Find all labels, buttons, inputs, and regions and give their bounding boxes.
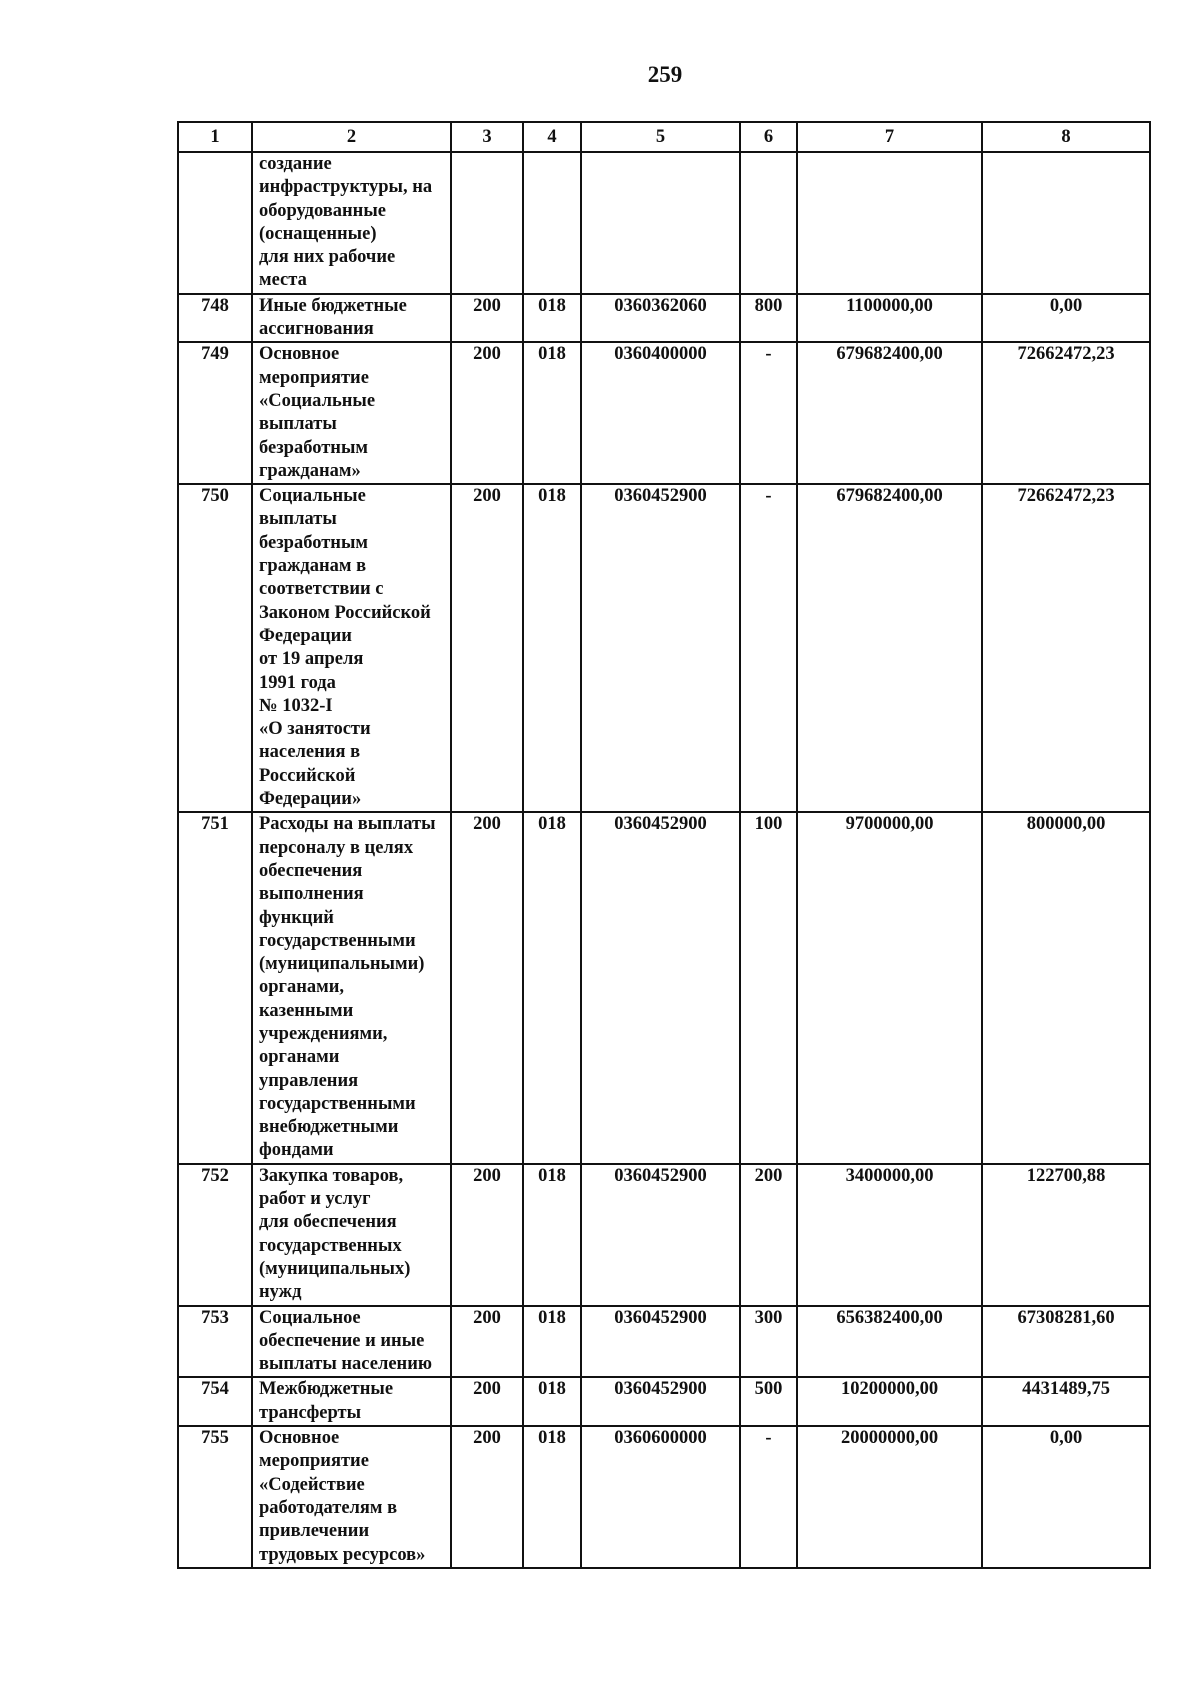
planned-amount-cell: 9700000,00	[797, 812, 982, 1163]
target-article-cell	[581, 152, 740, 294]
executed-amount-cell: 0,00	[982, 294, 1150, 343]
item-name-cell	[252, 484, 451, 812]
expense-type-cell: 300	[740, 1306, 797, 1378]
target-article-cell: 0360452900	[581, 1306, 740, 1378]
column-header: 5	[581, 122, 740, 152]
column-header: 3	[451, 122, 523, 152]
item-name-cell	[252, 1164, 451, 1306]
executed-amount-cell: 800000,00	[982, 812, 1150, 1163]
target-article-cell: 0360452900	[581, 484, 740, 812]
section-code-cell: 018	[523, 812, 581, 1163]
item-name-line: выплаты	[259, 509, 337, 530]
table-row	[178, 152, 1150, 294]
item-name-line: ассигнования	[259, 319, 374, 340]
item-name-line: функций	[259, 907, 334, 928]
expense-type-cell: 500	[740, 1377, 797, 1426]
item-name-line: органами,	[259, 977, 344, 998]
item-name-line: внебюджетными	[259, 1117, 399, 1138]
target-article-cell: 0360452900	[581, 812, 740, 1163]
row-number-cell: 750	[178, 484, 252, 812]
row-number-cell: 753	[178, 1306, 252, 1378]
table-row	[178, 294, 1150, 343]
row-number-cell	[178, 152, 252, 294]
item-name-cell	[252, 1306, 451, 1378]
expense-type-cell	[740, 152, 797, 294]
item-name-line: от 19 апреля	[259, 649, 364, 670]
executed-amount-cell: 122700,88	[982, 1164, 1150, 1306]
planned-amount-cell: 10200000,00	[797, 1377, 982, 1426]
expense-type-cell: 800	[740, 294, 797, 343]
item-name-line: выполнения	[259, 884, 364, 905]
planned-amount-cell: 656382400,00	[797, 1306, 982, 1378]
item-name-line: гражданам в	[259, 556, 367, 577]
ministry-code-cell: 200	[451, 294, 523, 343]
item-name-cell	[252, 812, 451, 1163]
ministry-code-cell: 200	[451, 342, 523, 484]
section-code-cell: 018	[523, 342, 581, 484]
executed-amount-cell: 4431489,75	[982, 1377, 1150, 1426]
item-name-line: персоналу в целях	[259, 837, 414, 858]
item-name-line: Межбюджетные	[259, 1379, 394, 1400]
section-code-cell: 018	[523, 1164, 581, 1306]
column-header: 4	[523, 122, 581, 152]
item-name-line: места	[259, 270, 307, 291]
ministry-code-cell: 200	[451, 1306, 523, 1378]
item-name-line: работ и услуг	[259, 1189, 371, 1210]
ministry-code-cell: 200	[451, 484, 523, 812]
item-name-line: Федерации	[259, 625, 352, 646]
target-article-cell: 0360452900	[581, 1164, 740, 1306]
item-name-cell	[252, 1377, 451, 1426]
item-name-line: Расходы на выплаты	[259, 814, 436, 835]
item-name-cell	[252, 294, 451, 343]
expense-type-cell: -	[740, 342, 797, 484]
item-name-line: государственными	[259, 1093, 416, 1114]
ministry-code-cell: 200	[451, 1426, 523, 1568]
executed-amount-cell: 72662472,23	[982, 484, 1150, 812]
item-name-line: Основное	[259, 344, 340, 365]
item-name-line: Основное	[259, 1428, 340, 1449]
section-code-cell: 018	[523, 484, 581, 812]
item-name-line: Законом Российской	[259, 602, 431, 623]
executed-amount-cell: 67308281,60	[982, 1306, 1150, 1378]
item-name-line: 1991 года	[259, 672, 336, 693]
item-name-line: Социальные	[259, 486, 366, 507]
ministry-code-cell: 200	[451, 1377, 523, 1426]
item-name-line: безработным	[259, 437, 368, 458]
target-article-cell: 0360452900	[581, 1377, 740, 1426]
expense-type-cell: 200	[740, 1164, 797, 1306]
row-number-cell: 748	[178, 294, 252, 343]
item-name-line: соответствии с	[259, 579, 384, 600]
item-name-line: трудовых ресурсов»	[259, 1544, 426, 1565]
expense-type-cell: -	[740, 1426, 797, 1568]
item-name-line: мероприятие	[259, 367, 369, 388]
row-number-cell: 752	[178, 1164, 252, 1306]
budget-table	[177, 121, 1151, 1569]
item-name-line: Федерации»	[259, 789, 362, 810]
table-row	[178, 1164, 1150, 1306]
item-name-line: «О занятости	[259, 719, 371, 740]
item-name-line: инфраструктуры, на	[259, 177, 433, 198]
column-header: 6	[740, 122, 797, 152]
item-name-line: Российской	[259, 765, 356, 786]
item-name-line: учреждениями,	[259, 1023, 388, 1044]
executed-amount-cell	[982, 152, 1150, 294]
table-row	[178, 484, 1150, 812]
ministry-code-cell: 200	[451, 1164, 523, 1306]
row-number-cell: 754	[178, 1377, 252, 1426]
item-name-line: «Содействие	[259, 1474, 365, 1495]
ministry-code-cell: 200	[451, 812, 523, 1163]
item-name-line: населения в	[259, 742, 361, 763]
item-name-line: Иные бюджетные	[259, 295, 407, 316]
item-name-line: для них рабочие	[259, 247, 396, 268]
item-name-line: обеспечение и иные	[259, 1330, 425, 1351]
item-name-line: гражданам»	[259, 460, 361, 481]
item-name-cell	[252, 1426, 451, 1568]
expense-type-cell: 100	[740, 812, 797, 1163]
executed-amount-cell: 72662472,23	[982, 342, 1150, 484]
item-name-line: государственными	[259, 930, 416, 951]
section-code-cell: 018	[523, 1426, 581, 1568]
item-name-line: создание	[259, 154, 332, 174]
page-number: 259	[647, 62, 683, 87]
planned-amount-cell: 679682400,00	[797, 484, 982, 812]
table-row	[178, 1426, 1150, 1568]
column-header: 8	[982, 122, 1150, 152]
item-name-line: безработным	[259, 532, 368, 553]
item-name-line: казенными	[259, 1000, 354, 1021]
item-name-line: выплаты населению	[259, 1354, 433, 1375]
item-name-line: органами	[259, 1047, 340, 1068]
item-name-line: для обеспечения	[259, 1212, 397, 1233]
column-header: 7	[797, 122, 982, 152]
item-name-line: Закупка товаров,	[259, 1165, 404, 1186]
item-name-line: (муниципальных)	[259, 1258, 411, 1279]
item-name-line: работодателям в	[259, 1497, 398, 1518]
planned-amount-cell: 679682400,00	[797, 342, 982, 484]
item-name-line: управления	[259, 1070, 359, 1091]
item-name-line: обеспечения	[259, 860, 363, 881]
header-row	[178, 122, 1150, 152]
item-name-line: (оснащенные)	[259, 223, 377, 244]
item-name-line: «Социальные	[259, 390, 376, 411]
item-name-line: мероприятие	[259, 1451, 369, 1472]
section-code-cell: 018	[523, 1306, 581, 1378]
item-name-line: нужд	[259, 1282, 302, 1303]
item-name-cell	[252, 152, 451, 294]
column-header: 2	[252, 122, 451, 152]
table-row	[178, 342, 1150, 484]
item-name-line: фондами	[259, 1140, 334, 1161]
item-name-cell	[252, 342, 451, 484]
item-name-line: Социальное	[259, 1307, 361, 1328]
table-row	[178, 812, 1150, 1163]
planned-amount-cell	[797, 152, 982, 294]
target-article-cell: 0360600000	[581, 1426, 740, 1568]
table-row	[178, 1306, 1150, 1378]
section-code-cell: 018	[523, 294, 581, 343]
planned-amount-cell: 20000000,00	[797, 1426, 982, 1568]
planned-amount-cell: 3400000,00	[797, 1164, 982, 1306]
item-name-line: выплаты	[259, 414, 337, 435]
row-number-cell: 749	[178, 342, 252, 484]
table-row	[178, 1377, 1150, 1426]
executed-amount-cell: 0,00	[982, 1426, 1150, 1568]
table-body	[178, 152, 1150, 1568]
column-header: 1	[178, 122, 252, 152]
item-name-line: оборудованные	[259, 200, 386, 221]
row-number-cell: 755	[178, 1426, 252, 1568]
item-name-line: № 1032-I	[259, 695, 333, 716]
item-name-line: привлечении	[259, 1521, 370, 1542]
planned-amount-cell: 1100000,00	[797, 294, 982, 343]
section-code-cell: 018	[523, 1377, 581, 1426]
item-name-line: (муниципальными)	[259, 954, 425, 975]
row-number-cell: 751	[178, 812, 252, 1163]
target-article-cell: 0360362060	[581, 294, 740, 343]
target-article-cell: 0360400000	[581, 342, 740, 484]
item-name-line: трансферты	[259, 1402, 362, 1423]
expense-type-cell: -	[740, 484, 797, 812]
ministry-code-cell	[451, 152, 523, 294]
item-name-line: государственных	[259, 1235, 402, 1256]
section-code-cell	[523, 152, 581, 294]
